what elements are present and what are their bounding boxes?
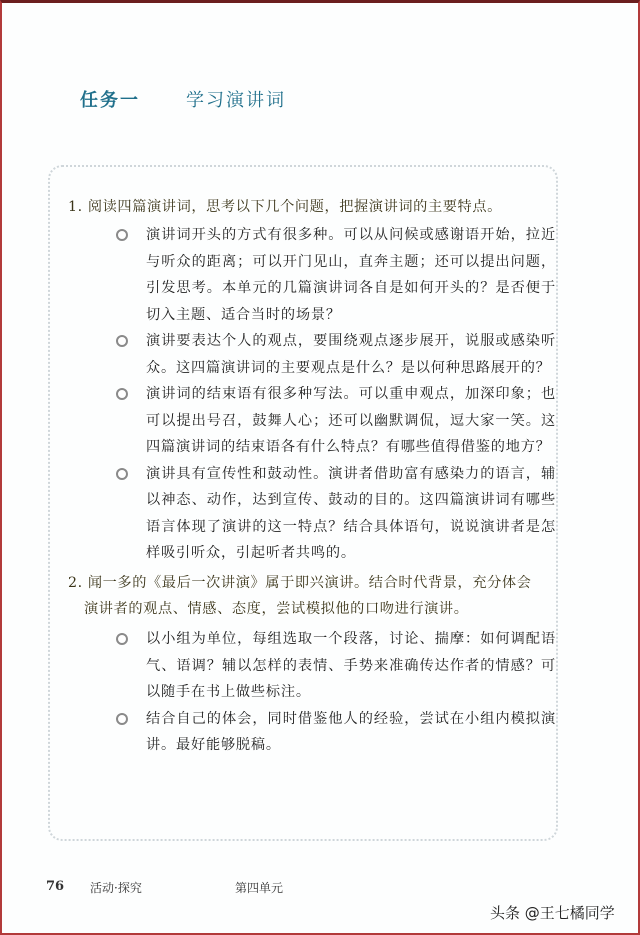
bullet-text: 演讲词开头的方式有很多种。可以从问候或感谢语开始，拉近与听众的距离；可以开门见山，直奔主题；还可以提出问题，引发思考。本单元的几篇演讲词各自是如何开头的？是否便于切入主题、适合当时的场景？ <box>146 227 556 323</box>
question-1: 1. 阅读四篇演讲词，思考以下几个问题，把握演讲词的主要特点。 <box>68 199 502 215</box>
circle-bullet-icon <box>116 468 128 480</box>
bullet-text: 演讲具有宣传性和鼓动性。演讲者借助富有感染力的语言，辅以神态、动作，达到宣传、鼓动的目的。这四篇演讲词有哪些语言体现了演讲的这一特点？结合具体语句，说说演讲者是怎样吸引听众，引起听者共鸣的。 <box>146 465 556 561</box>
circle-bullet-icon <box>116 335 128 347</box>
question-2 <box>68 570 538 622</box>
question-1-bullets <box>116 222 556 567</box>
bullet-item <box>116 461 556 567</box>
task-label: 任务一 <box>80 90 140 111</box>
circle-bullet-icon <box>116 633 128 645</box>
page-number: 76 <box>46 879 65 894</box>
bullet-text: 以小组为单位，每组选取一个段落，讨论、揣摩：如何调配语气、语调？辅以怎样的表情、手势来准确传达作者的情感？可以随手在书上做些标注。 <box>146 631 556 700</box>
task-title: 学习演讲词 <box>186 90 286 111</box>
question-2-line-2: 演讲者的观点、情感、态度，尝试模拟他的口吻进行演讲。 <box>84 601 469 617</box>
section-label: 活动·探究 <box>90 881 142 895</box>
bullet-item <box>116 222 556 328</box>
bullet-item <box>116 706 556 759</box>
question-2-line-1: 2. 闻一多的《最后一次讲演》属于即兴演讲。结合时代背景，充分体会 <box>68 575 532 591</box>
watermark: 头条 @王七橘同学 <box>490 904 615 922</box>
bullet-item <box>116 626 556 706</box>
question-2-bullets <box>116 626 556 759</box>
bullet-item <box>116 328 556 381</box>
task-header <box>80 86 286 112</box>
bullet-item <box>116 381 556 461</box>
unit-label: 第四单元 <box>235 881 284 895</box>
circle-bullet-icon <box>116 388 128 400</box>
bullet-text: 演讲要表达个人的观点，要围绕观点逐步展开，说服或感染听众。这四篇演讲词的主要观点是什么？是以何种思路展开的？ <box>146 333 556 376</box>
circle-bullet-icon <box>116 229 128 241</box>
bullet-text: 演讲词的结束语有很多种写法。可以重申观点，加深印象；也可以提出号召，鼓舞人心；还可以幽默调侃，逗大家一笑。这四篇演讲词的结束语各有什么特点？有哪些值得借鉴的地方？ <box>146 386 556 455</box>
circle-bullet-icon <box>116 713 128 725</box>
bullet-text: 结合自己的体会，同时借鉴他人的经验，尝试在小组内模拟演讲。最好能够脱稿。 <box>146 710 556 753</box>
